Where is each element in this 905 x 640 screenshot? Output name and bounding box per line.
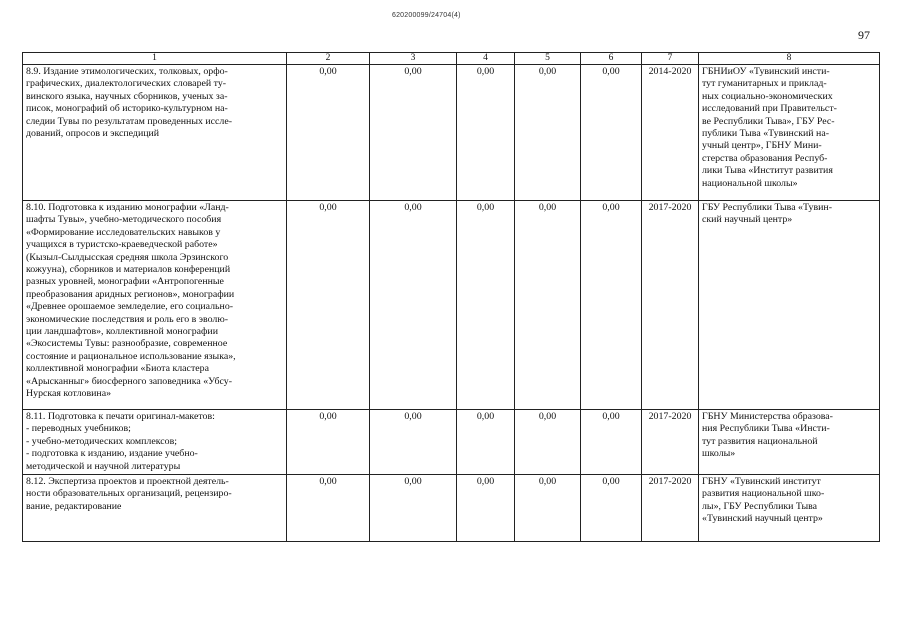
measure-description <box>23 201 287 410</box>
text-line: 8.11. Подготовка к печати оригинал-макетов: <box>26 411 215 422</box>
value-cell: 0,00 <box>370 475 457 542</box>
period-cell: 2017-2020 <box>642 475 699 542</box>
program-table <box>22 52 880 542</box>
text-line: дований, опросов и экспедиций <box>26 128 160 140</box>
table-row <box>23 201 880 410</box>
value-cell: 0,00 <box>581 475 642 542</box>
text-line: состояние и рациональное использование языка», <box>26 350 236 362</box>
text-line: тут развития национальной <box>702 435 818 447</box>
text-line: ве Республики Тыва», ГБУ Рес- <box>702 115 835 127</box>
text-line: «Экосистемы Тувы: разнообразие, современное <box>26 338 228 350</box>
column-number-row <box>23 53 880 65</box>
value-cell: 0,00 <box>515 201 581 410</box>
text-line: шафты Тувы», учебно-методического пособия <box>26 214 222 226</box>
executor-cell <box>699 410 880 475</box>
column-header: 7 <box>642 53 699 65</box>
text-line: ГБНИиОУ «Тувинский инсти- <box>702 66 830 77</box>
value-cell: 0,00 <box>370 410 457 475</box>
text-line: ния Республики Тыва «Инсти- <box>702 423 830 435</box>
measure-description <box>23 65 287 201</box>
value-cell: 0,00 <box>581 201 642 410</box>
period-cell: 2017-2020 <box>642 410 699 475</box>
value-cell: 0,00 <box>287 410 370 475</box>
value-cell: 0,00 <box>457 410 515 475</box>
text-line: - учебно-методических комплексов; <box>26 435 177 447</box>
text-line: ции ландшафтов», коллективной монографии <box>26 326 218 338</box>
column-header: 6 <box>581 53 642 65</box>
text-line: учащихся в туристско-краеведческой работе» <box>26 239 218 251</box>
text-line: тут гуманитарных и приклад- <box>702 78 827 90</box>
document-code: 620200099/24704(4) <box>392 12 461 19</box>
text-line: Нурская котловина» <box>26 388 112 400</box>
measure-description <box>23 410 287 475</box>
value-cell: 0,00 <box>287 475 370 542</box>
text-line: следии Тувы по результатам проведенных иссле- <box>26 115 233 127</box>
period-cell: 2014-2020 <box>642 65 699 201</box>
text-line: 8.10. Подготовка к изданию монографии «Ланд- <box>26 202 229 213</box>
text-line: «Тувинский научный центр» <box>702 513 823 525</box>
text-line: исследований при Правительст- <box>702 103 837 115</box>
text-line: ГБНУ Министерства образова- <box>702 411 833 422</box>
value-cell: 0,00 <box>515 410 581 475</box>
text-line: кожууна), сборников и материалов конференций <box>26 264 231 276</box>
text-line: преобразования аридных регионов», монографии <box>26 288 235 300</box>
text-line: методической и научной литературы <box>26 460 181 472</box>
text-line: ский научный центр» <box>702 214 793 226</box>
text-line: «Формирование исследовательских навыков у <box>26 226 221 238</box>
period-cell: 2017-2020 <box>642 201 699 410</box>
text-line: винского языка, научных сборников, ученых за- <box>26 90 228 102</box>
table-row <box>23 65 880 201</box>
text-line: учный центр», ГБНУ Мини- <box>702 140 822 152</box>
page-number: 97 <box>858 28 870 42</box>
text-line: графических, диалектологических словарей ту- <box>26 78 227 90</box>
text-line: экономические последствия и роль его в эволю- <box>26 313 229 325</box>
value-cell: 0,00 <box>457 65 515 201</box>
column-header: 1 <box>23 53 287 65</box>
executor-cell <box>699 475 880 542</box>
text-line: национальной школы» <box>702 177 798 189</box>
text-line: коллективной монографии «Биота кластера <box>26 363 209 375</box>
text-line: «Древнее орошаемое земледелие, его социально- <box>26 301 234 313</box>
column-header: 4 <box>457 53 515 65</box>
text-line: школы» <box>702 448 736 460</box>
value-cell: 0,00 <box>287 65 370 201</box>
text-line: писок, монографий об историко-культурном на- <box>26 103 228 115</box>
text-line: 8.9. Издание этимологических, толковых, орфо- <box>26 66 228 77</box>
text-line: вание, редактирование <box>26 500 122 512</box>
text-line: разных уровней, монографии «Антропогенные <box>26 276 224 288</box>
text-line: ГБНУ «Тувинский институт <box>702 476 821 488</box>
table-row <box>23 475 880 542</box>
text-line: лики Тыва «Институт развития <box>702 165 833 177</box>
value-cell: 0,00 <box>581 65 642 201</box>
executor-cell <box>699 65 880 201</box>
column-header: 8 <box>699 53 880 65</box>
text-line: - подготовка к изданию, издание учебно- <box>26 448 198 460</box>
text-line: ГБУ Республики Тыва «Тувин- <box>702 202 832 213</box>
value-cell: 0,00 <box>370 201 457 410</box>
text-line: - переводных учебников; <box>26 423 131 435</box>
text-line: ности образовательных организаций, рецензиро- <box>26 488 232 500</box>
value-cell: 0,00 <box>515 65 581 201</box>
column-header: 5 <box>515 53 581 65</box>
text-line: 8.12. Экспертиза проектов и проектной деятель- <box>26 476 229 488</box>
text-line: лы», ГБУ Республики Тыва <box>702 500 818 512</box>
text-line: публики Тыва «Тувинский на- <box>702 128 830 140</box>
table-row <box>23 410 880 475</box>
value-cell: 0,00 <box>515 475 581 542</box>
measure-description <box>23 475 287 542</box>
value-cell: 0,00 <box>457 475 515 542</box>
value-cell: 0,00 <box>457 201 515 410</box>
value-cell: 0,00 <box>370 65 457 201</box>
column-header: 2 <box>287 53 370 65</box>
text-line: (Кызыл-Сылдысская средняя школа Эрзинского <box>26 251 229 263</box>
text-line: стерства образования Респуб- <box>702 152 828 164</box>
value-cell: 0,00 <box>287 201 370 410</box>
text-line: «Арысканныг» биосферного заповедника «Убсу- <box>26 375 232 387</box>
executor-cell <box>699 201 880 410</box>
value-cell: 0,00 <box>581 410 642 475</box>
column-header: 3 <box>370 53 457 65</box>
text-line: ных социально-экономических <box>702 90 833 102</box>
text-line: развития национальной шко- <box>702 488 825 500</box>
